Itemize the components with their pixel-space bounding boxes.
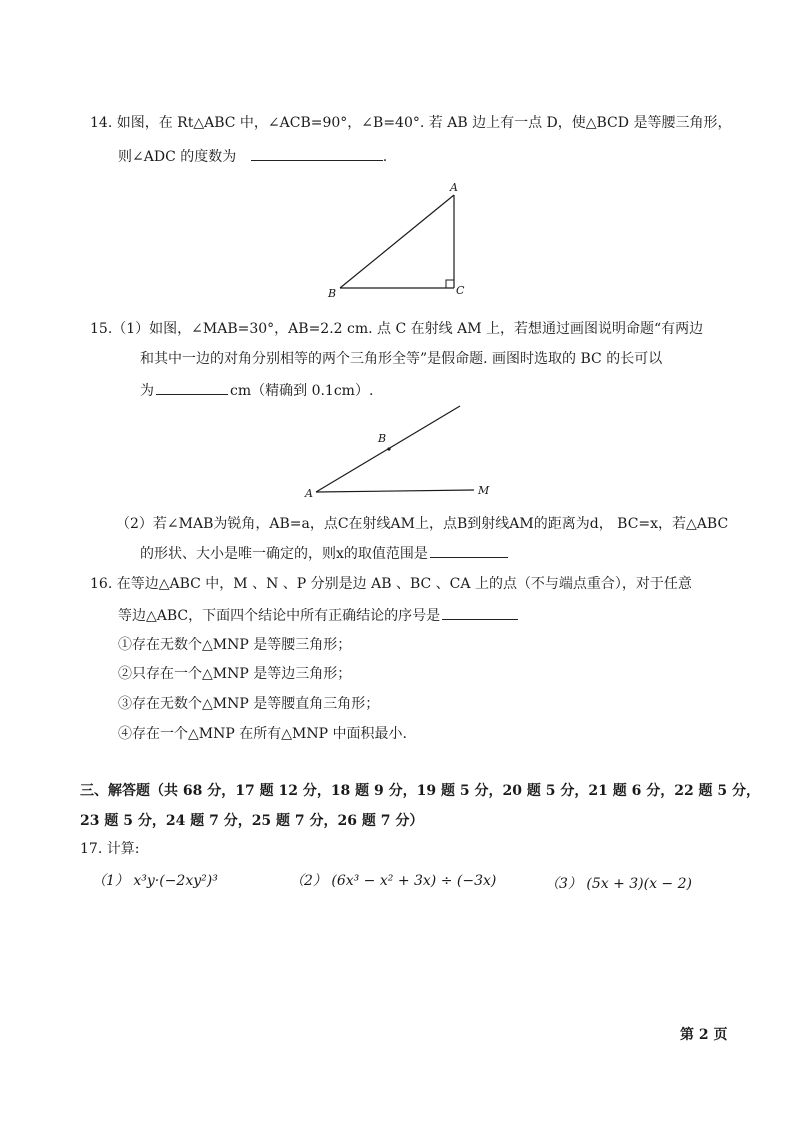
label-b: B (378, 432, 387, 445)
q15-part2-line2 (140, 543, 508, 563)
q16-line2-text: 等边△ABC，下面四个结论中所有正确结论的序号是 (118, 608, 441, 624)
q17-item-2: （2） (6x³ − x² + 3x) ÷ (−3x) (290, 873, 497, 889)
q15-line2: 和其中一边的对角分别相等的两个三角形全等”是假命题. 画图时选取的 BC 的长可以 (140, 351, 663, 367)
q15-line3-pre: 为 (140, 383, 154, 399)
point-b-dot (387, 447, 390, 450)
q17-item-3: （3） (5x + 3)(x − 2) (545, 876, 692, 892)
q14-line1: 14. 如图，在 Rt△ABC 中，∠ACB=90°，∠B=40°. 若 AB 边上有一点 D，使△BCD 是等腰三角形， (90, 115, 732, 131)
label-m: M (478, 484, 490, 497)
q16-option-4: ④存在一个△MNP 在所有△MNP 中面积最小. (118, 726, 407, 742)
ray-am (316, 490, 474, 492)
q16-line1: 16. 在等边△ABC 中，M 、N 、P 分别是边 AB 、BC 、CA 上的点（不与端点重合），对于任意 (90, 576, 692, 592)
q15-line3-post: cm（精确到 0.1cm）. (230, 383, 374, 399)
q14-line2-end: . (382, 149, 388, 165)
section3-heading-line1: 三、解答题（共 68 分，17 题 12 分，18 题 9 分，19 题 5 分，20 题 5 分，21 题 6 分，22 题 5 分， (80, 783, 761, 799)
q15-part2-text: 的形状、大小是唯一确定的，则x的取值范围是 (140, 546, 428, 562)
q14-line2-text: 则∠ADC 的度数为 (118, 149, 237, 165)
section3-heading-line2: 23 题 5 分，24 题 7 分，25 题 7 分，26 题 7 分） (80, 813, 424, 829)
label-a: A (450, 181, 458, 194)
q17-item-1: （1） x³y·(−2xy²)³ (92, 873, 218, 889)
label-c: C (456, 284, 465, 297)
q16-line2 (118, 605, 518, 625)
q16-option-1: ①存在无数个△MNP 是等腰三角形； (118, 637, 352, 653)
label-b: B (328, 287, 337, 300)
q16-option-2: ②只存在一个△MNP 是等边三角形； (118, 666, 352, 682)
q15-part2-line1: （2）若∠MAB为锐角，AB=a，点C在射线AM上，点B到射线AM的距离为d， BC=x，若△ABC (116, 516, 729, 532)
q17-title: 17. 计算: (80, 841, 140, 857)
q15-part2-answer-blank[interactable] (430, 543, 508, 558)
q16-answer-blank[interactable] (442, 605, 518, 620)
page-number: 第 2 页 (680, 1027, 728, 1043)
label-a: A (305, 487, 313, 500)
q16-option-3: ③存在无数个△MNP 是等腰直角三角形； (118, 696, 380, 712)
q15-line1: 15.（1）如图，∠MAB=30°，AB=2.2 cm. 点 C 在射线 AM 上，若想通过画图说明命题“有两边 (90, 321, 704, 337)
